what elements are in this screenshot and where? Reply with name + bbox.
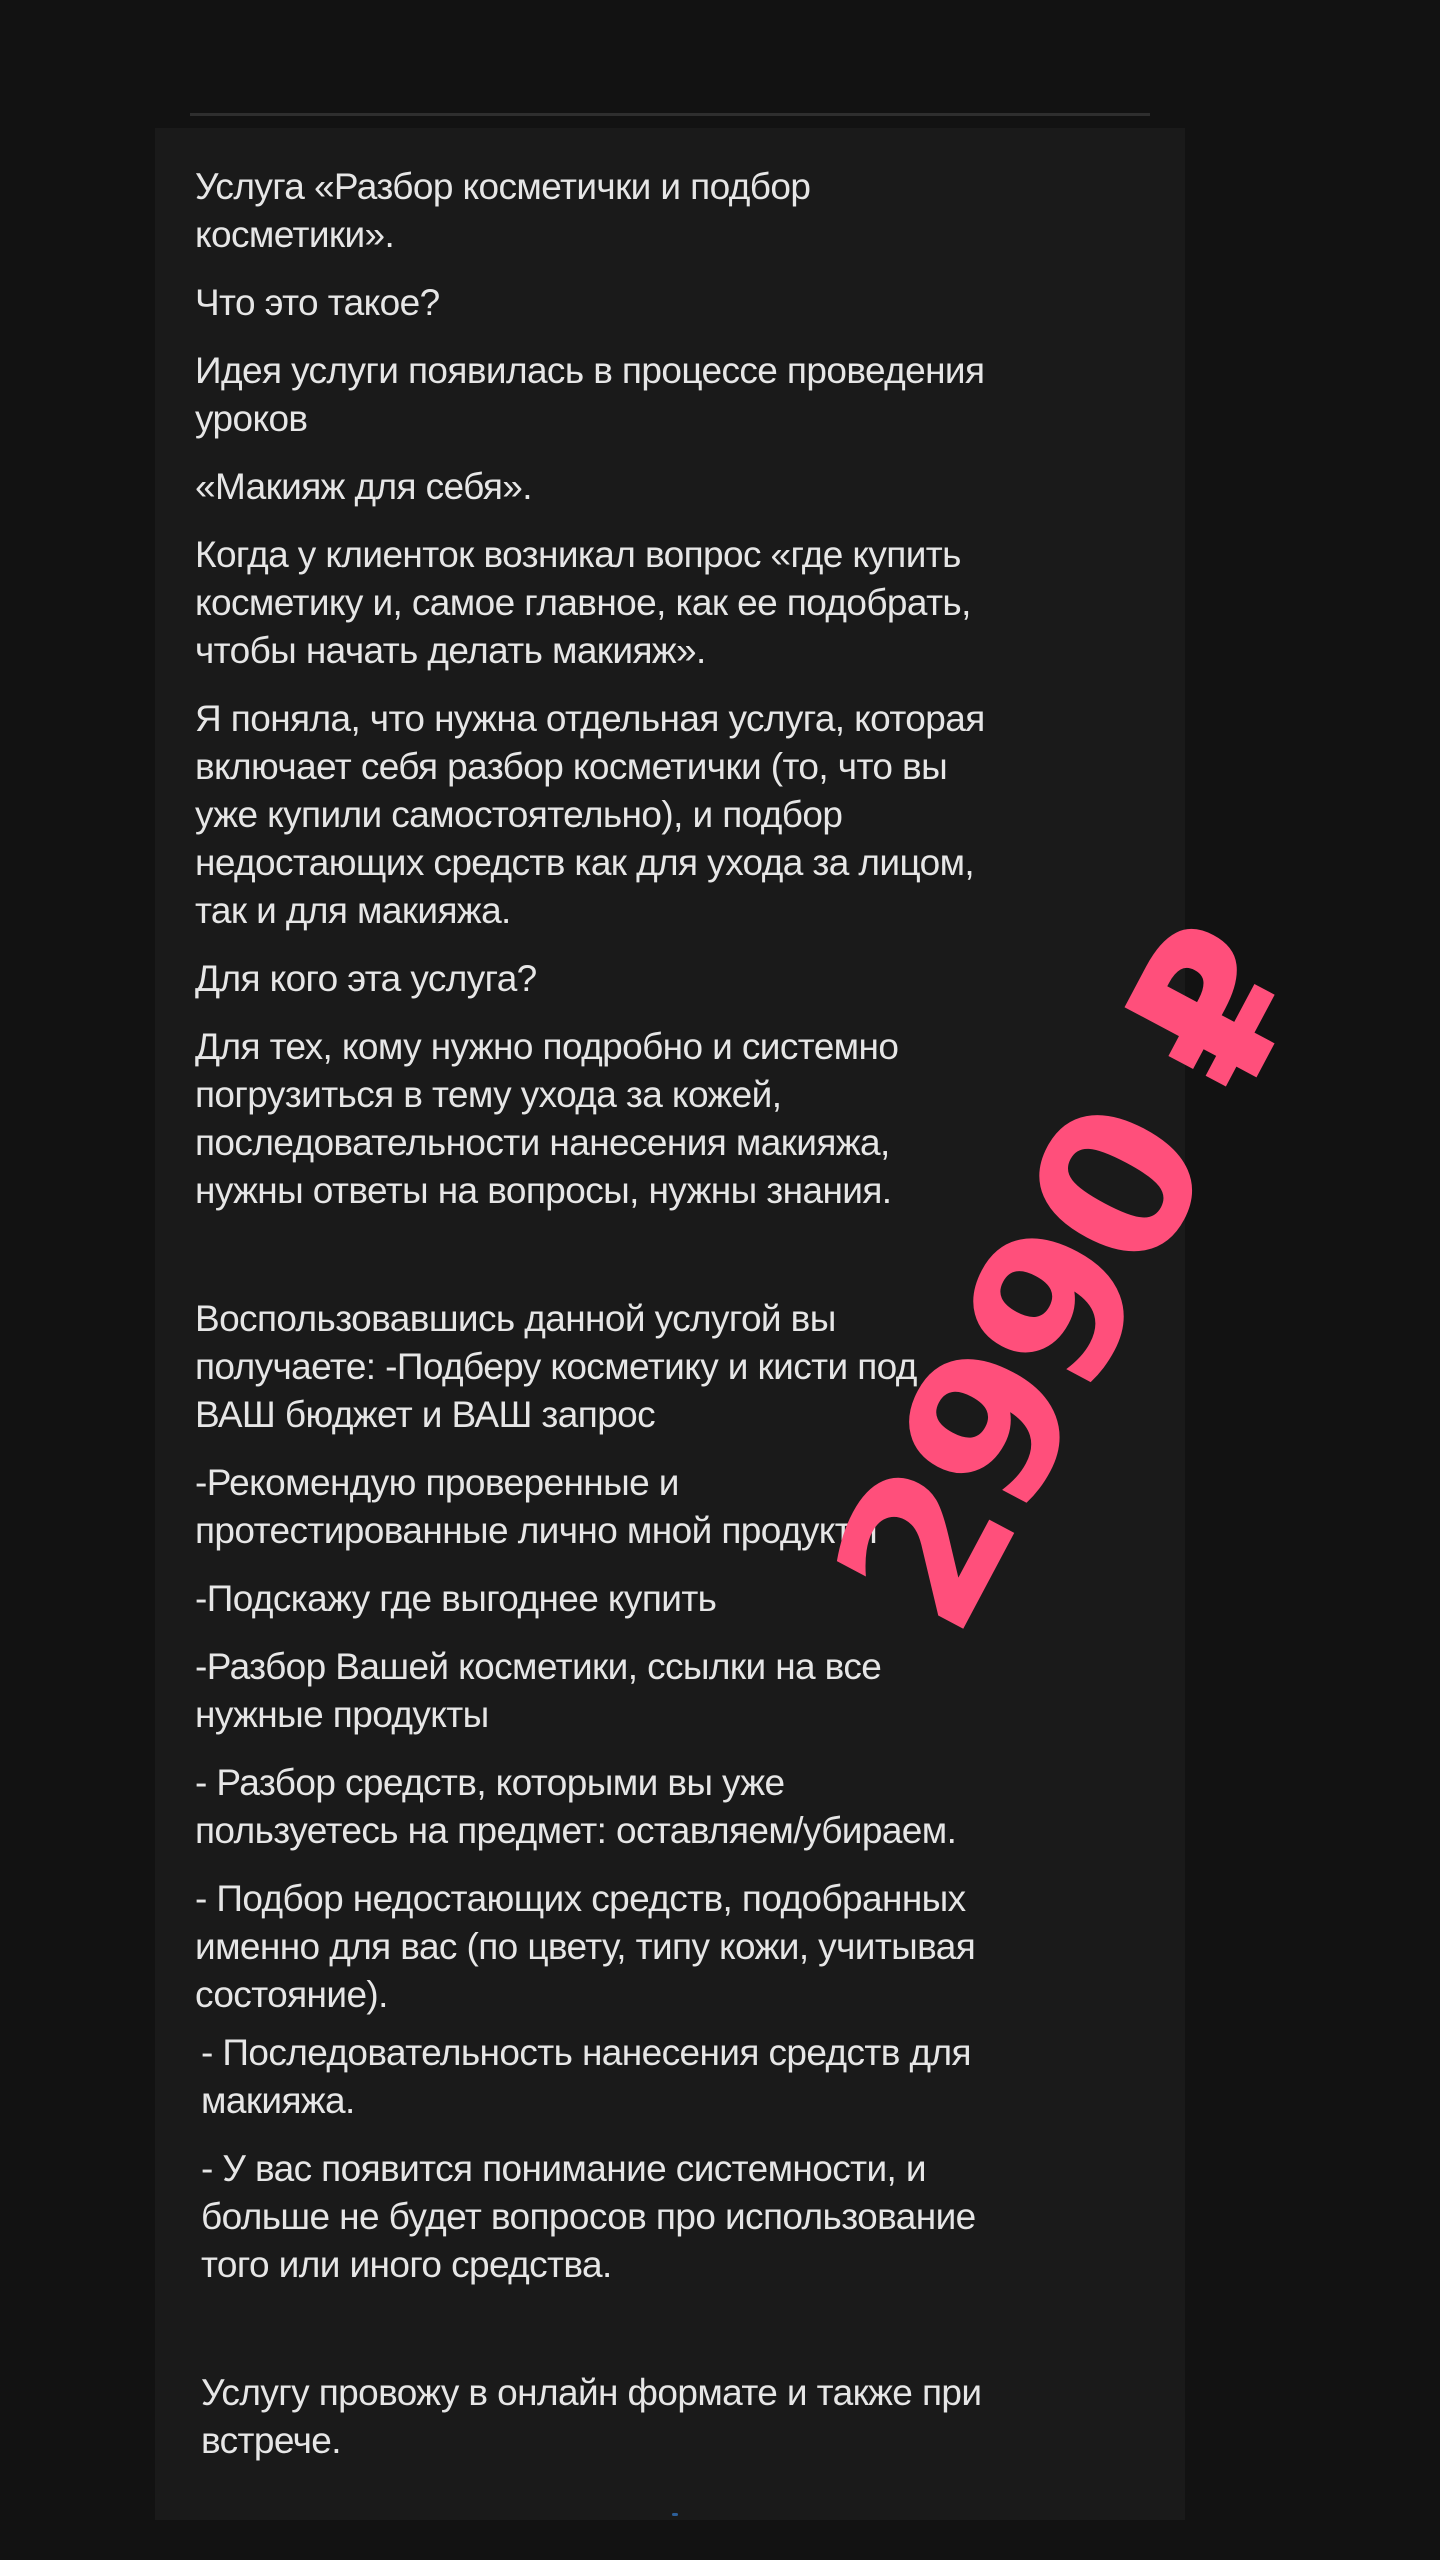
service-title: Услуга «Разбор косметички и подбор косметики». bbox=[195, 166, 811, 255]
benefit-selection: - Подбор недостающих средств, подобранных именно для вас (по цвету, типу кожи, учитывая состояние). bbox=[195, 1878, 976, 2015]
paragraph-format: Услугу провожу в онлайн формате и также при встрече. bbox=[201, 2372, 982, 2461]
paragraph-benefits-intro: Воспользовавшись данной услугой вы получаете: -Подберу косметику и кисти под ВАШ бюджет и ВАШ запрос bbox=[195, 1298, 917, 1435]
paragraph-client-question: Когда у клиенток возникал вопрос «где купить косметику и, самое главное, как ее подобрать, чтобы начать делать макияж». bbox=[195, 534, 971, 671]
paragraph-realization: Я поняла, что нужна отдельная услуга, которая включает себя разбор косметички (то, что вы уже купили самостоятельно), и подбор недостающих средств как для ухода за лицом, так и для макияжа. bbox=[195, 698, 985, 931]
benefit-review-current: - Разбор средств, которыми вы уже пользуетесь на предмет: оставляем/убираем. bbox=[195, 1762, 957, 1851]
benefit-where-to-buy: -Подскажу где выгоднее купить bbox=[195, 1578, 717, 1619]
paragraph-idea: Идея услуги появилась в процессе проведения уроков bbox=[195, 350, 985, 439]
benefit-sequence: - Последовательность нанесения средств для макияжа. bbox=[201, 2032, 971, 2121]
top-divider bbox=[190, 113, 1150, 116]
page-indicator-dot bbox=[672, 2513, 678, 2516]
benefit-understanding: - У вас появится понимание системности, и больше не будет вопросов про использование того или иного средства. bbox=[201, 2148, 976, 2285]
paragraph-audience: Для тех, кому нужно подробно и системно погрузиться в тему ухода за кожей, последовательности нанесения макияжа, нужны ответы на вопросы, нужны знания. bbox=[195, 1026, 899, 1211]
paragraph-makeup-course: «Макияж для себя». bbox=[195, 466, 532, 507]
benefit-review-links: -Разбор Вашей косметики, ссылки на все нужные продукты bbox=[195, 1646, 882, 1735]
benefit-recommend: -Рекомендую проверенные и протестированные лично мной продукты bbox=[195, 1462, 878, 1551]
question-who: Для кого эта услуга? bbox=[195, 958, 537, 999]
question-what: Что это такое? bbox=[195, 282, 440, 323]
price-sticker: 2990 ₽ bbox=[788, 893, 1351, 1667]
